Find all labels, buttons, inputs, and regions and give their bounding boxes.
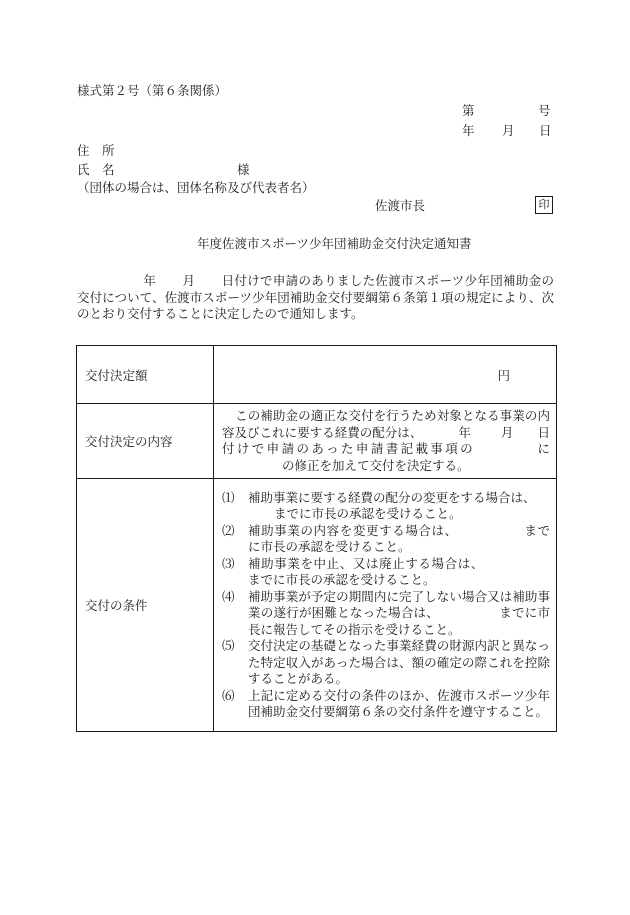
condition-number: ⑸ (222, 638, 235, 653)
honorific: 様 (237, 162, 250, 177)
name-label: 氏 名 (77, 162, 115, 177)
condition-item (222, 688, 550, 721)
address-label: 住 所 (77, 143, 115, 158)
grant-decision-table (76, 345, 557, 732)
table-row-conditions (77, 479, 557, 732)
date-month: 月 (502, 123, 515, 138)
condition-text: 補助事業が予定の期間内に完了しない場合又は補助事業の遂行が困難となった場合は、 (248, 588, 550, 620)
conditions-cell (214, 479, 557, 732)
document-number-suffix: 号 (538, 103, 551, 118)
form-number: 様式第２号（第６条関係） (77, 83, 228, 98)
document-number-prefix: 第 (462, 103, 475, 118)
condition-text-after-blank: までに市長に報告してその指示を受けること。 (248, 605, 550, 637)
condition-text: 補助事業に要する経費の配分の変更をする場合は、 (248, 489, 536, 505)
amount-unit: 円 (214, 346, 557, 404)
seal-mark: 印 (535, 196, 553, 214)
condition-item (222, 490, 550, 523)
intro-year: 年 (143, 273, 157, 288)
condition-item (222, 523, 550, 556)
condition-item (222, 638, 550, 688)
condition-text: 上記に定める交付の条件のほか、佐渡市スポーツ少年団補助金交付要綱第６条の交付条件を遵守すること。 (248, 687, 550, 719)
table-row-amount (77, 346, 557, 404)
condition-number: ⑶ (222, 555, 235, 571)
condition-number: ⑵ (222, 522, 235, 538)
condition-text: 補助事業の内容を変更する場合は、 (248, 522, 458, 538)
condition-text: 交付決定の基礎となった事業経費の財源内訳と異なった特定収入があった場合は、額の確定の際これを控除することがある。 (248, 638, 550, 686)
condition-text: 補助事業を中止、又は廃止する場合は、 (248, 555, 484, 571)
conditions-label: 交付の条件 (77, 479, 214, 732)
document-title: 年度佐渡市スポーツ少年団補助金交付決定通知書 (197, 236, 472, 251)
intro-text: 日付けで申請のありました佐渡市スポーツ少年団補助金の交付について、佐渡市スポーツ少年団補助金交付要綱第６条第１項の規定により、次のとおり交付することに決定したので通知します。 (77, 273, 554, 321)
date-day: 日 (539, 123, 552, 138)
intro-month: 月 (182, 273, 196, 288)
content-month: 月 (500, 424, 514, 440)
table-row-content (77, 404, 557, 479)
content-cell (214, 404, 557, 479)
amount-label: 交付決定額 (77, 346, 214, 404)
condition-number: ⑹ (222, 687, 235, 703)
mayor-title: 佐渡市長 (375, 198, 426, 213)
intro-paragraph (77, 273, 554, 323)
condition-item (222, 589, 550, 639)
content-ni: に (535, 441, 550, 456)
content-year: 年 (458, 424, 471, 440)
content-part2: 日付けで申請のあった申請書記載事項の (222, 424, 550, 456)
condition-text-after-blank: までに市長の承認を受けること。 (248, 572, 436, 587)
content-part1: この補助金の適正な交付を行うため対象となる事業の内容及びこれに要する経費の配分は、 (222, 408, 550, 440)
condition-text-after-blank: までに市長の承認を受けること。 (248, 522, 550, 554)
condition-text-after-blank: までに市長の承認を受けること。 (274, 506, 462, 521)
date-year: 年 (462, 123, 475, 138)
condition-item (222, 556, 550, 589)
condition-number: ⑷ (222, 588, 235, 604)
condition-number: ⑴ (222, 489, 235, 505)
content-paragraph (222, 408, 550, 474)
content-label: 交付決定の内容 (77, 404, 214, 479)
content-part3: の修正を加えて交付を決定する。 (282, 457, 470, 473)
group-note: （団体の場合は、団体名称及び代表者名） (77, 180, 315, 195)
